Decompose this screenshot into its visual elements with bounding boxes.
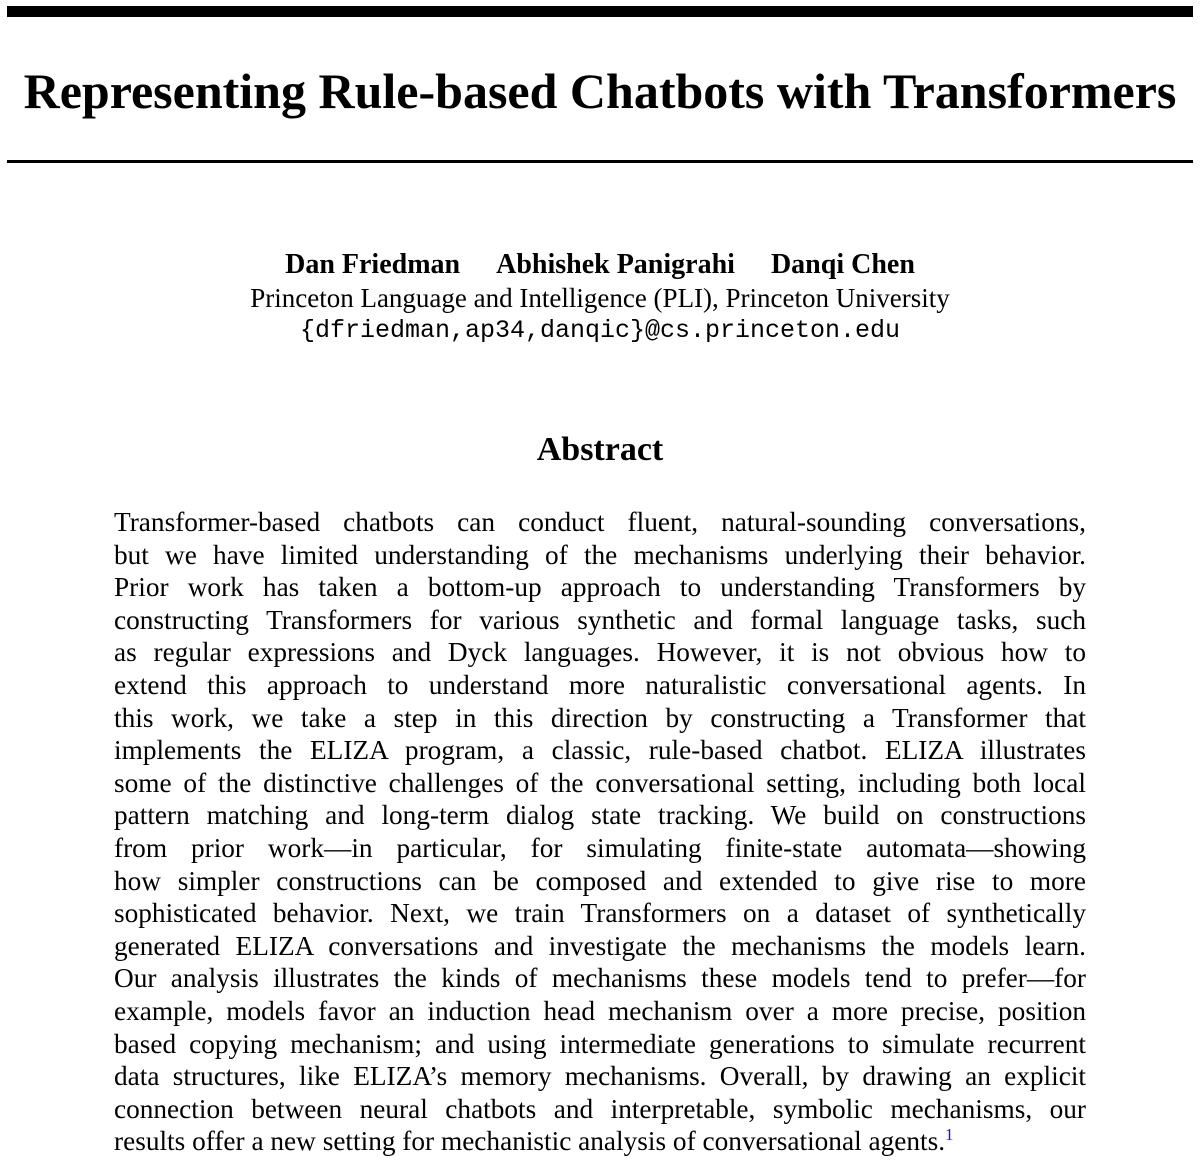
abstract-line: generated ELIZA conversations and investigate the mechanisms the models learn.	[114, 930, 1086, 961]
author-list	[0, 248, 1200, 282]
author-name: Abhishek Panigrahi	[496, 249, 735, 280]
affiliation: Princeton Language and Intelligence (PLI), Princeton University	[250, 283, 950, 313]
abstract-line-text: results offer a new setting for mechanistic analysis of conversational agents.	[114, 1126, 946, 1157]
paper-title: Representing Rule-based Chatbots with Transformers	[23, 63, 1177, 119]
abstract-line: based copying mechanism; and using intermediate generations to simulate recurrent	[114, 1028, 1086, 1059]
abstract-line: data structures, like ELIZA’s memory mechanisms. Overall, by drawing an explicit	[114, 1061, 1086, 1092]
abstract-heading: Abstract	[536, 431, 664, 468]
abstract-line: how simpler constructions can be composed and extended to give rise to more	[114, 865, 1086, 896]
abstract-line: but we have limited understanding of the mechanisms underlying their behavior.	[114, 539, 1086, 570]
abstract-line: sophisticated behavior. Next, we train Transformers on a dataset of synthetically	[114, 898, 1086, 929]
author-name: Dan Friedman	[285, 249, 461, 280]
abstract-line: connection between neural chatbots and interpretable, symbolic mechanisms, our	[114, 1093, 1086, 1124]
abstract-line: Our analysis illustrates the kinds of mechanisms these models tend to prefer—for	[114, 963, 1086, 994]
abstract-line: Transformer-based chatbots can conduct fluent, natural-sounding conversations,	[114, 507, 1086, 537]
abstract-line: as regular expressions and Dyck languages. However, it is not obvious how to	[114, 637, 1086, 668]
abstract-line: example, models favor an induction head mechanism over a more precise, position	[114, 995, 1086, 1026]
abstract-last-line	[114, 1125, 1086, 1158]
top-rule	[7, 6, 1193, 17]
abstract-line: pattern matching and long-term dialog state tracking. We build on constructions	[114, 800, 1086, 831]
abstract-line: extend this approach to understand more naturalistic conversational agents. In	[114, 669, 1086, 700]
author-emails: {dfriedman,ap34,danqic}@cs.princeton.edu	[299, 316, 901, 345]
abstract-line: some of the distinctive challenges of the conversational setting, including both local	[114, 767, 1086, 798]
abstract-line: Prior work has taken a bottom-up approach to understanding Transformers by	[114, 572, 1086, 603]
abstract-line: from prior work—in particular, for simulating finite-state automata—showing	[114, 832, 1086, 863]
abstract-body	[114, 506, 1086, 1158]
abstract-line: constructing Transformers for various synthetic and formal language tasks, such	[114, 604, 1086, 635]
footnote-link[interactable]: 1	[945, 1125, 954, 1145]
abstract-line: this work, we take a step in this direction by constructing a Transformer that	[114, 702, 1086, 733]
author-name: Danqi Chen	[770, 249, 915, 280]
abstract-line: implements the ELIZA program, a classic, rule-based chatbot. ELIZA illustrates	[114, 735, 1086, 766]
title-rule	[7, 160, 1193, 163]
